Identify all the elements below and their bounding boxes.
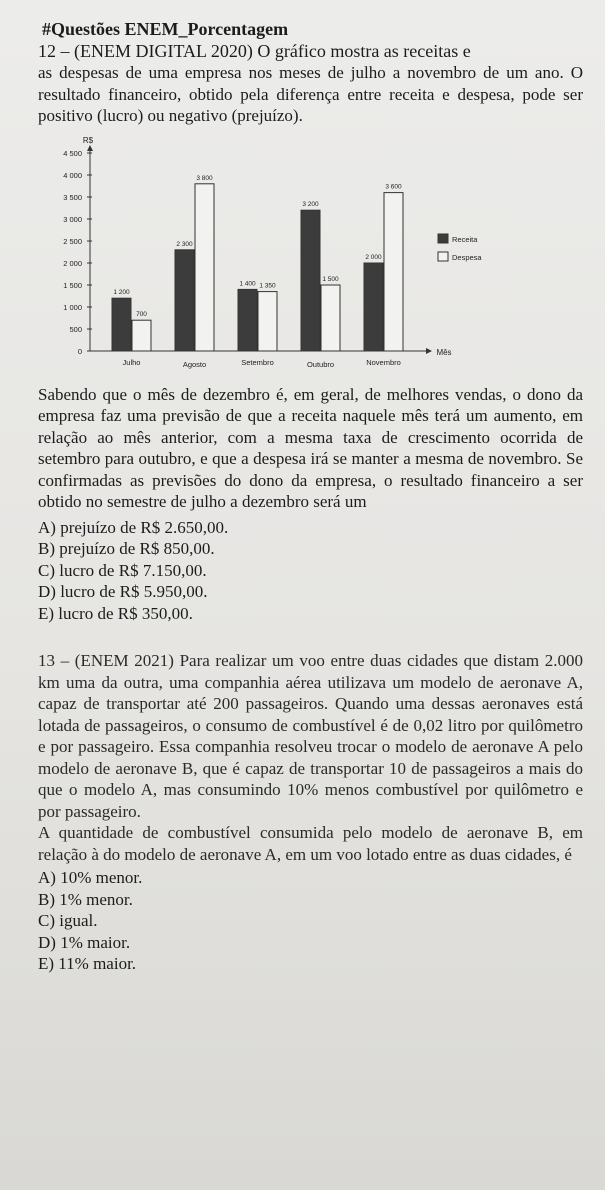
x-axis-arrow <box>426 348 432 354</box>
y-axis-arrow <box>87 145 93 151</box>
x-tick-label: Agosto <box>182 359 207 369</box>
option-13-e[interactable]: E) 11% maior. <box>38 954 137 973</box>
y-tick-label: 4 500 <box>63 148 82 158</box>
option-12-d[interactable]: D) lucro de R$ 5.950,00. <box>38 582 208 601</box>
chart-svg <box>38 129 558 384</box>
x-axis-label: Mês <box>436 347 452 357</box>
y-tick-label: 500 <box>69 324 82 334</box>
question-13-question: A quantidade de combustível consumida pelo modelo de aeronave B, em relação à do modelo de aeronave A, em um voo lotado entre as duas cidades, é <box>38 823 583 864</box>
y-tick-label: 0 <box>77 346 82 356</box>
bar-data-label: 2 000 <box>365 253 382 261</box>
x-tick-label: Julho <box>122 357 141 367</box>
bar-receita <box>364 263 383 351</box>
bar-receita <box>112 298 131 351</box>
bar-data-label: 1 400 <box>239 279 256 287</box>
option-13-d[interactable]: D) 1% maior. <box>38 932 131 952</box>
option-12-b[interactable]: B) prejuízo de R$ 850,00. <box>38 539 215 558</box>
x-tick-label: Outubro <box>306 359 335 369</box>
bar-despesa <box>132 320 151 351</box>
y-tick-label: 1 000 <box>63 302 82 312</box>
y-tick-label: 4 000 <box>63 170 82 180</box>
option-12-a[interactable]: A) prejuízo de R$ 2.650,00. <box>38 517 229 537</box>
question-12-title: 12 – (ENEM DIGITAL 2020) O gráfico mostra as receitas e <box>38 41 471 61</box>
legend-label-receita: Receita <box>452 234 478 244</box>
bar-data-label: 1 350 <box>259 282 276 290</box>
revenue-expense-chart <box>38 129 558 384</box>
x-tick-label: Novembro <box>366 357 401 367</box>
question-12-options <box>38 517 583 625</box>
bar-data-label: 1 500 <box>322 275 339 283</box>
legend-label-despesa: Despesa <box>452 252 482 262</box>
bar-receita <box>301 210 320 351</box>
y-axis-label: R$ <box>82 135 94 145</box>
bar-data-label: 700 <box>136 310 147 318</box>
y-tick-label: 3 000 <box>63 214 82 224</box>
bar-despesa <box>195 183 214 350</box>
option-12-e[interactable]: E) lucro de R$ 350,00. <box>38 603 193 623</box>
y-tick-label: 2 500 <box>63 236 82 246</box>
y-tick-label: 2 000 <box>63 258 82 268</box>
x-tick-label: Setembro <box>241 357 274 367</box>
bar-data-label: 3 600 <box>385 183 402 191</box>
option-13-c[interactable]: C) igual. <box>38 911 98 930</box>
bar-despesa <box>384 192 403 350</box>
question-12-intro: as despesas de uma empresa nos meses de julho a novembro de um ano. O resultado financeiro, obtido pela diferença entre receita e despesa, pode ser positivo (lucro) ou negativo (prejuízo). <box>38 63 583 125</box>
bar-receita <box>238 289 257 351</box>
question-13 <box>38 650 583 975</box>
y-tick-label: 1 500 <box>63 280 82 290</box>
option-12-c[interactable]: C) lucro de R$ 7.150,00. <box>38 560 207 580</box>
option-13-b[interactable]: B) 1% menor. <box>38 889 133 909</box>
bar-despesa <box>258 291 277 350</box>
question-13-options <box>38 867 583 975</box>
question-13-text: 13 – (ENEM 2021) Para realizar um voo entre duas cidades que distam 2.000 km uma da outra, uma companhia aérea utilizava um modelo de aeronave A, capaz de transportar até 200 passageiros. Quando uma dessas aeronaves está lotada de passageiros, o consumo de combustível é de 0,02 litro por quilômetro e por passageiro. Essa companhia resolveu trocar o modelo de aeronave A pelo modelo de aeronave B, que é capaz de transportar 10 de passageiros a mais do que o modelo A, mas consumindo 10% menos combustível por quilômetro e por passageiro. <box>38 651 583 821</box>
bar-despesa <box>321 285 340 351</box>
page-hashtag: #Questões ENEM_Porcentagem <box>42 19 289 39</box>
bar-receita <box>175 249 194 350</box>
option-13-a[interactable]: A) 10% menor. <box>38 868 143 887</box>
bar-data-label: 2 300 <box>176 240 193 248</box>
exam-page <box>38 18 583 975</box>
legend-swatch-despesa <box>438 252 448 261</box>
bar-data-label: 3 800 <box>196 174 213 182</box>
bar-data-label: 1 200 <box>113 288 130 296</box>
bar-data-label: 3 200 <box>302 200 319 208</box>
y-tick-label: 3 500 <box>63 192 82 202</box>
legend-swatch-receita <box>438 234 448 243</box>
question-12-text: Sabendo que o mês de dezembro é, em geral, de melhores vendas, o dono da empresa faz uma previsão de que a receita naquele mês terá um aumento, em relação ao mês anterior, com a mesma taxa de crescimento ocorrida de setembro para outubro, e que a despesa irá se manter a mesma de novembro. Se confirmadas as previsões do dono da empresa, o resultado financeiro a ser obtido no semestre de julho a dezembro será um <box>38 384 583 511</box>
